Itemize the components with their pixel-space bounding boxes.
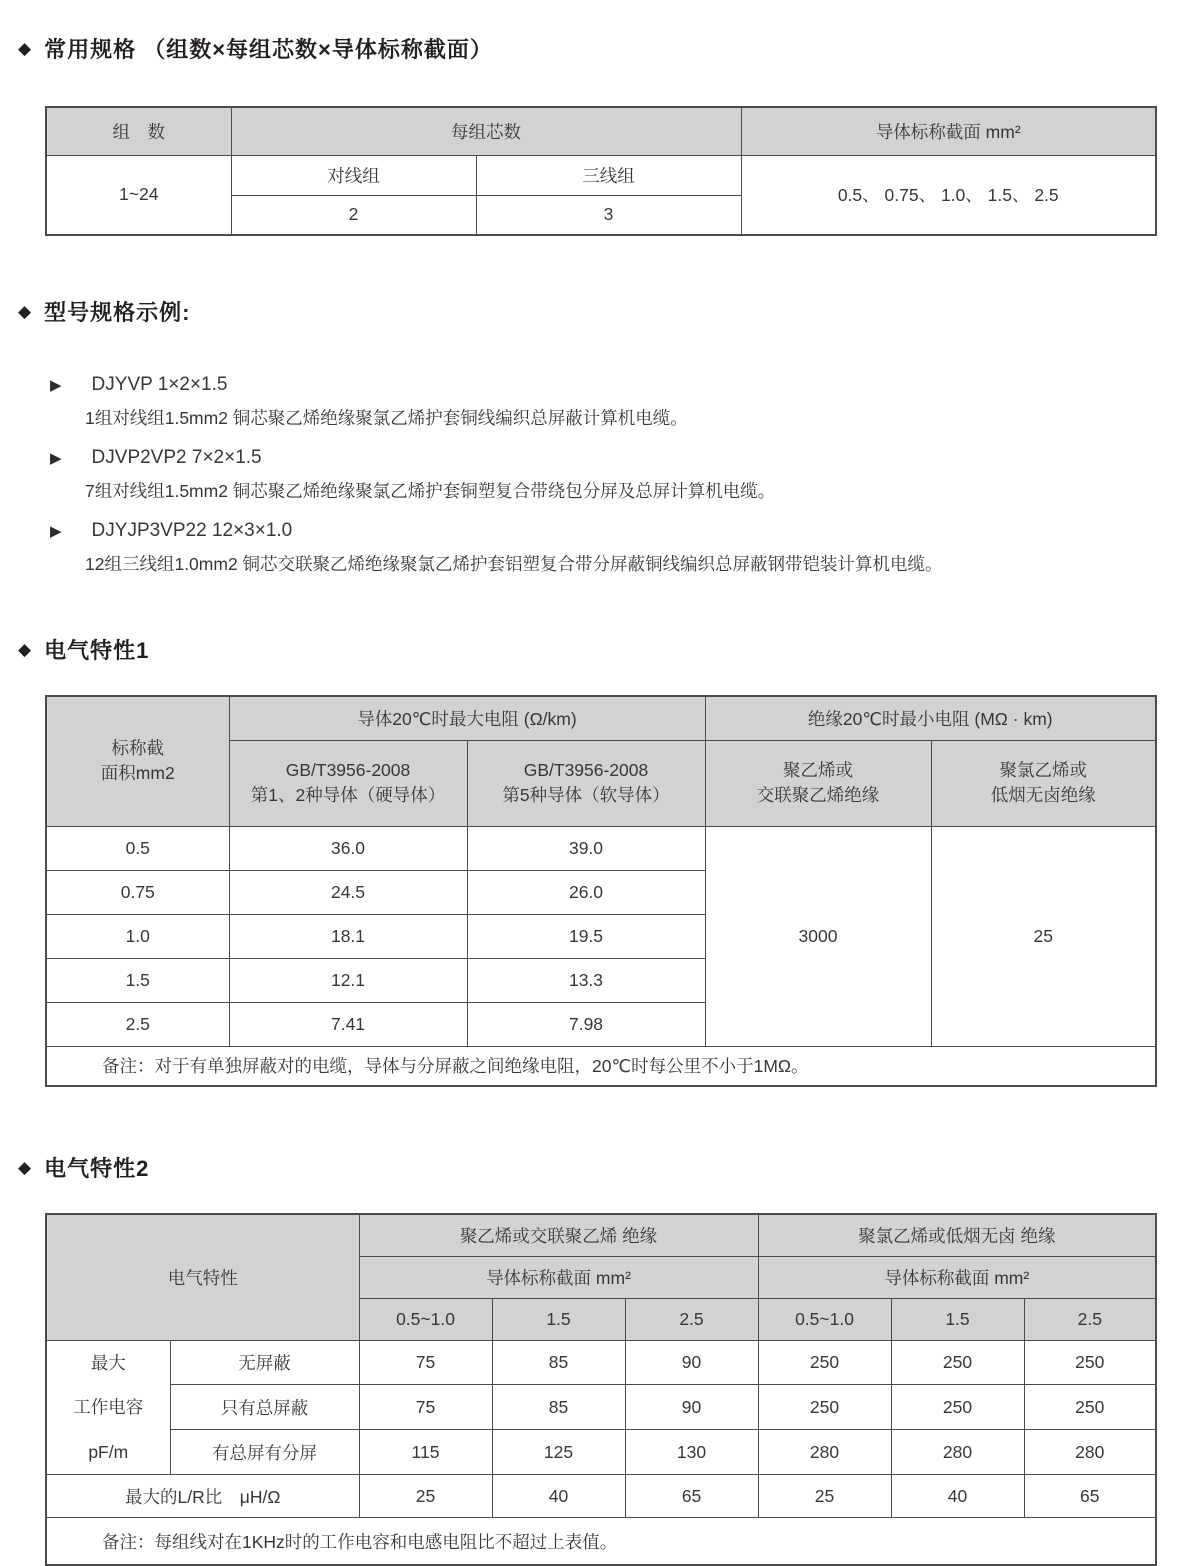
cell-triple-label: 三线组 xyxy=(476,155,741,195)
cell-group-count: 1~24 xyxy=(46,155,231,235)
diamond-bullet-icon: ◆ xyxy=(18,38,33,58)
cell-soft-resistance: 13.3 xyxy=(467,958,705,1002)
triangle-bullet-icon: ▶ xyxy=(50,450,62,467)
electrical2-section-heading xyxy=(18,1152,1200,1183)
cell-size: 2.5 xyxy=(46,1002,229,1046)
list-item xyxy=(0,369,1200,433)
spec-section-heading xyxy=(18,33,1200,64)
col-header-pvc-insulation: 聚氯乙烯或 低烟无卤绝缘 xyxy=(931,740,1156,826)
cell-pe-min-resistance: 3000 xyxy=(705,826,931,1046)
cell-hard-resistance: 7.41 xyxy=(229,1002,467,1046)
col-header-soft-conductor: GB/T3956-2008 第5种导体（软导体） xyxy=(467,740,705,826)
col-header-pe-group: 聚乙烯或交联聚乙烯 绝缘 xyxy=(359,1214,758,1256)
cell-soft-resistance: 19.5 xyxy=(467,914,705,958)
col-header-size: 2.5 xyxy=(1024,1298,1156,1340)
table-row xyxy=(46,1340,1156,1385)
row-label-overall-shield: 只有总屏蔽 xyxy=(170,1385,359,1430)
table-row xyxy=(46,107,1156,155)
examples-section-heading xyxy=(18,296,1200,327)
cell-value: 280 xyxy=(891,1430,1024,1475)
diamond-bullet-icon: ◆ xyxy=(18,1157,33,1177)
cell-hard-resistance: 12.1 xyxy=(229,958,467,1002)
row-label-lr-ratio: 最大的L/R比 μH/Ω xyxy=(46,1475,359,1518)
cell-value: 115 xyxy=(359,1430,492,1475)
col-header-electrical-property: 电气特性 xyxy=(46,1214,359,1340)
cell-value: 250 xyxy=(891,1340,1024,1385)
example-model-line xyxy=(0,442,1200,474)
col-header-size: 0.5~1.0 xyxy=(359,1298,492,1340)
col-header-conductor-resistance: 导体20℃时最大电阻 (Ω/km) xyxy=(229,696,705,740)
col-header-pe-nominal-section: 导体标称截面 mm² xyxy=(359,1256,758,1298)
cell-soft-resistance: 7.98 xyxy=(467,1002,705,1046)
cell-hard-resistance: 24.5 xyxy=(229,870,467,914)
examples-section-title: 型号规格示例: xyxy=(44,300,191,325)
table-row xyxy=(46,155,1156,195)
cell-value: 250 xyxy=(1024,1340,1156,1385)
example-model-line xyxy=(0,369,1200,401)
example-description: 7组对线组1.5mm2 铜芯聚乙烯绝缘聚氯乙烯护套铜塑复合带绕包分屏及总屏计算机电缆。 xyxy=(85,480,776,501)
example-model: DJYVP 1×2×1.5 xyxy=(91,374,228,395)
cell-soft-resistance: 39.0 xyxy=(467,826,705,870)
cell-hard-resistance: 36.0 xyxy=(229,826,467,870)
example-model: DJYJP3VP22 12×3×1.0 xyxy=(91,520,293,541)
diamond-bullet-icon: ◆ xyxy=(18,301,33,321)
cell-value: 280 xyxy=(758,1430,891,1475)
cell-value: 250 xyxy=(758,1385,891,1430)
col-header-hard-conductor: GB/T3956-2008 第1、2种导体（硬导体） xyxy=(229,740,467,826)
cell-value: 75 xyxy=(359,1385,492,1430)
cell-value: 40 xyxy=(891,1475,1024,1518)
cell-triple-cores: 3 xyxy=(476,195,741,235)
electrical1-table xyxy=(45,695,1157,1087)
example-model-line xyxy=(0,515,1200,547)
cell-size: 0.75 xyxy=(46,870,229,914)
cell-sections: 0.5、 0.75、 1.0、 1.5、 2.5 xyxy=(741,155,1156,235)
example-description: 1组对线组1.5mm2 铜芯聚乙烯绝缘聚氯乙烯护套铜线编织总屏蔽计算机电缆。 xyxy=(85,407,688,428)
table-row xyxy=(46,1385,1156,1430)
cell-size: 1.0 xyxy=(46,914,229,958)
cell-value: 90 xyxy=(625,1385,758,1430)
col-header-size: 1.5 xyxy=(492,1298,625,1340)
col-header-size: 2.5 xyxy=(625,1298,758,1340)
row-header-capacitance: 最大 工作电容 pF/m xyxy=(46,1340,170,1475)
col-header-section: 导体标称截面 mm² xyxy=(741,107,1156,155)
cell-value: 40 xyxy=(492,1475,625,1518)
cell-value: 65 xyxy=(1024,1475,1156,1518)
examples-list xyxy=(0,369,1200,579)
cell-value: 125 xyxy=(492,1430,625,1475)
col-header-pvc-group: 聚氯乙烯或低烟无卤 绝缘 xyxy=(758,1214,1156,1256)
col-header-pvc-nominal-section: 导体标称截面 mm² xyxy=(758,1256,1156,1298)
electrical2-table xyxy=(45,1213,1157,1566)
cell-value: 250 xyxy=(1024,1385,1156,1430)
table-note: 备注：对于有单独屏蔽对的电缆，导体与分屏蔽之间绝缘电阻，20℃时每公里不小于1MΩ。 xyxy=(46,1046,1156,1086)
cell-value: 280 xyxy=(1024,1430,1156,1475)
col-header-cores: 每组芯数 xyxy=(231,107,741,155)
cell-value: 85 xyxy=(492,1340,625,1385)
cell-soft-resistance: 26.0 xyxy=(467,870,705,914)
col-header-group-count: 组 数 xyxy=(46,107,231,155)
electrical1-section-heading xyxy=(18,634,1200,665)
cell-value: 130 xyxy=(625,1430,758,1475)
table-row xyxy=(46,1475,1156,1518)
triangle-bullet-icon: ▶ xyxy=(50,377,62,394)
cell-value: 65 xyxy=(625,1475,758,1518)
list-item xyxy=(0,515,1200,579)
cell-value: 25 xyxy=(359,1475,492,1518)
table-row xyxy=(46,1430,1156,1475)
electrical2-section-title: 电气特性2 xyxy=(44,1156,150,1181)
example-description: 12组三线组1.0mm2 铜芯交联聚乙烯绝缘聚氯乙烯护套铝塑复合带分屏蔽铜线编织总屏蔽钢带铠装计算机电缆。 xyxy=(85,553,943,574)
table-row xyxy=(46,1046,1156,1086)
col-header-nominal-section: 标称截 面积mm2 xyxy=(46,696,229,826)
cell-value: 90 xyxy=(625,1340,758,1385)
electrical1-section-title: 电气特性1 xyxy=(44,638,150,663)
list-item xyxy=(0,442,1200,506)
cell-value: 25 xyxy=(758,1475,891,1518)
table-row xyxy=(46,826,1156,870)
cell-size: 1.5 xyxy=(46,958,229,1002)
cell-pvc-min-resistance: 25 xyxy=(931,826,1156,1046)
table-row xyxy=(46,696,1156,740)
example-model: DJVP2VP2 7×2×1.5 xyxy=(91,447,262,468)
table-row xyxy=(46,1518,1156,1565)
col-header-insulation-resistance: 绝缘20℃时最小电阻 (MΩ · km) xyxy=(705,696,1156,740)
spec-section-title: 常用规格 （组数×每组芯数×导体标称截面） xyxy=(44,37,493,62)
table-note: 备注：每组线对在1KHz时的工作电容和电感电阻比不超过上表值。 xyxy=(46,1518,1156,1565)
col-header-size: 1.5 xyxy=(891,1298,1024,1340)
cell-value: 85 xyxy=(492,1385,625,1430)
cell-pair-cores: 2 xyxy=(231,195,476,235)
col-header-pe-insulation: 聚乙烯或 交联聚乙烯绝缘 xyxy=(705,740,931,826)
triangle-bullet-icon: ▶ xyxy=(50,523,62,540)
cell-value: 250 xyxy=(758,1340,891,1385)
row-label-no-shield: 无屏蔽 xyxy=(170,1340,359,1385)
cell-hard-resistance: 18.1 xyxy=(229,914,467,958)
col-header-size: 0.5~1.0 xyxy=(758,1298,891,1340)
diamond-bullet-icon: ◆ xyxy=(18,639,33,659)
cell-value: 75 xyxy=(359,1340,492,1385)
cell-pair-label: 对线组 xyxy=(231,155,476,195)
spec-table xyxy=(45,106,1157,236)
cell-size: 0.5 xyxy=(46,826,229,870)
table-row xyxy=(46,1214,1156,1256)
cell-value: 250 xyxy=(891,1385,1024,1430)
row-label-pair-shield: 有总屏有分屏 xyxy=(170,1430,359,1475)
